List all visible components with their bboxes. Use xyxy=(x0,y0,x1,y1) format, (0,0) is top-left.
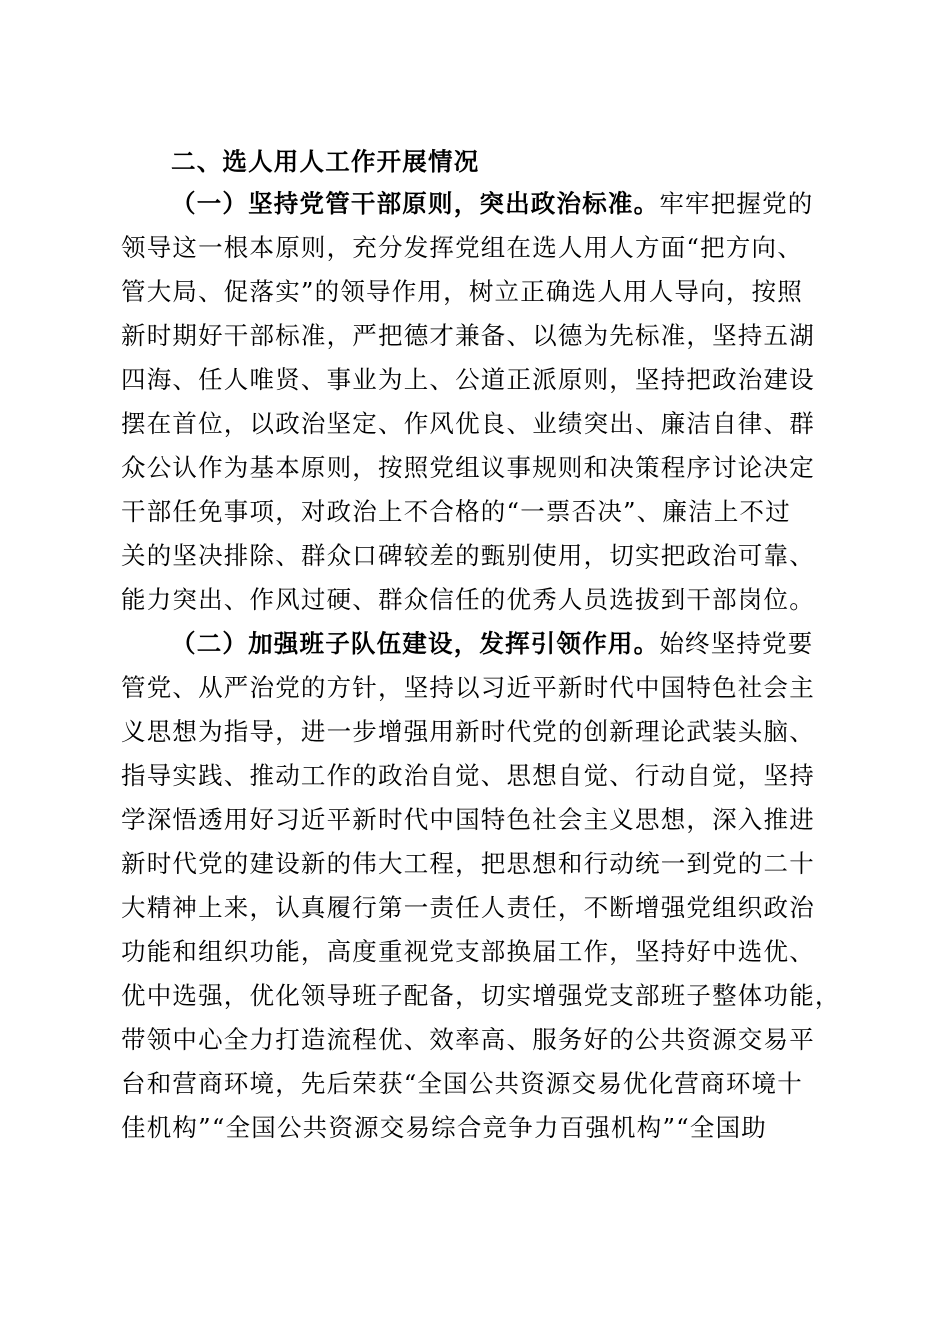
paragraph-2-line: 义思想为指导，进一步增强用新时代党的创新理论武装头脑、 xyxy=(121,717,815,746)
paragraph-1-first-line-text: 牢牢把握党的 xyxy=(659,189,814,218)
paragraph-2-line: 大精神上来，认真履行第一责任人责任，不断增强党组织政治 xyxy=(121,893,815,922)
paragraph-1-line: 管大局、促落实”的领导作用，树立正确选人用人导向，按照 xyxy=(121,277,803,306)
section-heading: 二、选人用人工作开展情况 xyxy=(171,147,480,176)
paragraph-2-line: 带领中心全力打造流程优、效率高、服务好的公共资源交易平 xyxy=(121,1025,815,1054)
paragraph-2-line: 台和营商环境，先后荣获“全国公共资源交易优化营商环境十 xyxy=(121,1069,803,1098)
paragraph-1-line: 众公认作为基本原则，按照党组议事规则和决策程序讨论决定 xyxy=(121,453,815,482)
paragraph-1-line: 关的坚决排除、群众口碑较差的甄别使用，切实把政治可靠、 xyxy=(121,541,815,570)
paragraph-1-line: 干部任免事项，对政治上不合格的“一票否决”、廉洁上不过 xyxy=(121,497,791,526)
paragraph-2-line: 学深悟透用好习近平新时代中国特色社会主义思想，深入推进 xyxy=(121,805,815,834)
paragraph-2-title: （二）加强班子队伍建设，发挥引领作用。 xyxy=(171,629,660,658)
paragraph-2-line: 指导实践、推动工作的政治自觉、思想自觉、行动自觉，坚持 xyxy=(121,761,815,790)
paragraph-2-line: 优中选强，优化领导班子配备，切实增强党支部班子整体功能， xyxy=(121,981,841,1010)
paragraph-2-first-line-text: 始终坚持党要 xyxy=(659,629,814,658)
paragraph-1-line: 四海、任人唯贤、事业为上、公道正派原则，坚持把政治建设 xyxy=(121,365,815,394)
paragraph-2-first-line xyxy=(121,622,829,666)
paragraph-2-line: 新时代党的建设新的伟大工程，把思想和行动统一到党的二十 xyxy=(121,849,815,878)
paragraph-2-line: 管党、从严治党的方针，坚持以习近平新时代中国特色社会主 xyxy=(121,673,815,702)
paragraph-1-line: 新时期好干部标准，严把德才兼备、以德为先标准，坚持五湖 xyxy=(121,321,815,350)
paragraph-1-line: 领导这一根本原则，充分发挥党组在选人用人方面“把方向、 xyxy=(121,233,803,262)
paragraph-2-line: 佳机构”“全国公共资源交易综合竞争力百强机构”“全国助 xyxy=(121,1113,767,1142)
paragraph-1-title: （一）坚持党管干部原则，突出政治标准。 xyxy=(171,189,660,218)
paragraph-1-first-line xyxy=(121,182,829,226)
paragraph-1-line: 能力突出、作风过硬、群众信任的优秀人员选拔到干部岗位。 xyxy=(121,585,815,614)
document-body xyxy=(121,142,841,1150)
paragraph-1-line: 摆在首位，以政治坚定、作风优良、业绩突出、廉洁自律、群 xyxy=(121,409,815,438)
paragraph-2-line: 功能和组织功能，高度重视党支部换届工作，坚持好中选优、 xyxy=(121,937,815,966)
